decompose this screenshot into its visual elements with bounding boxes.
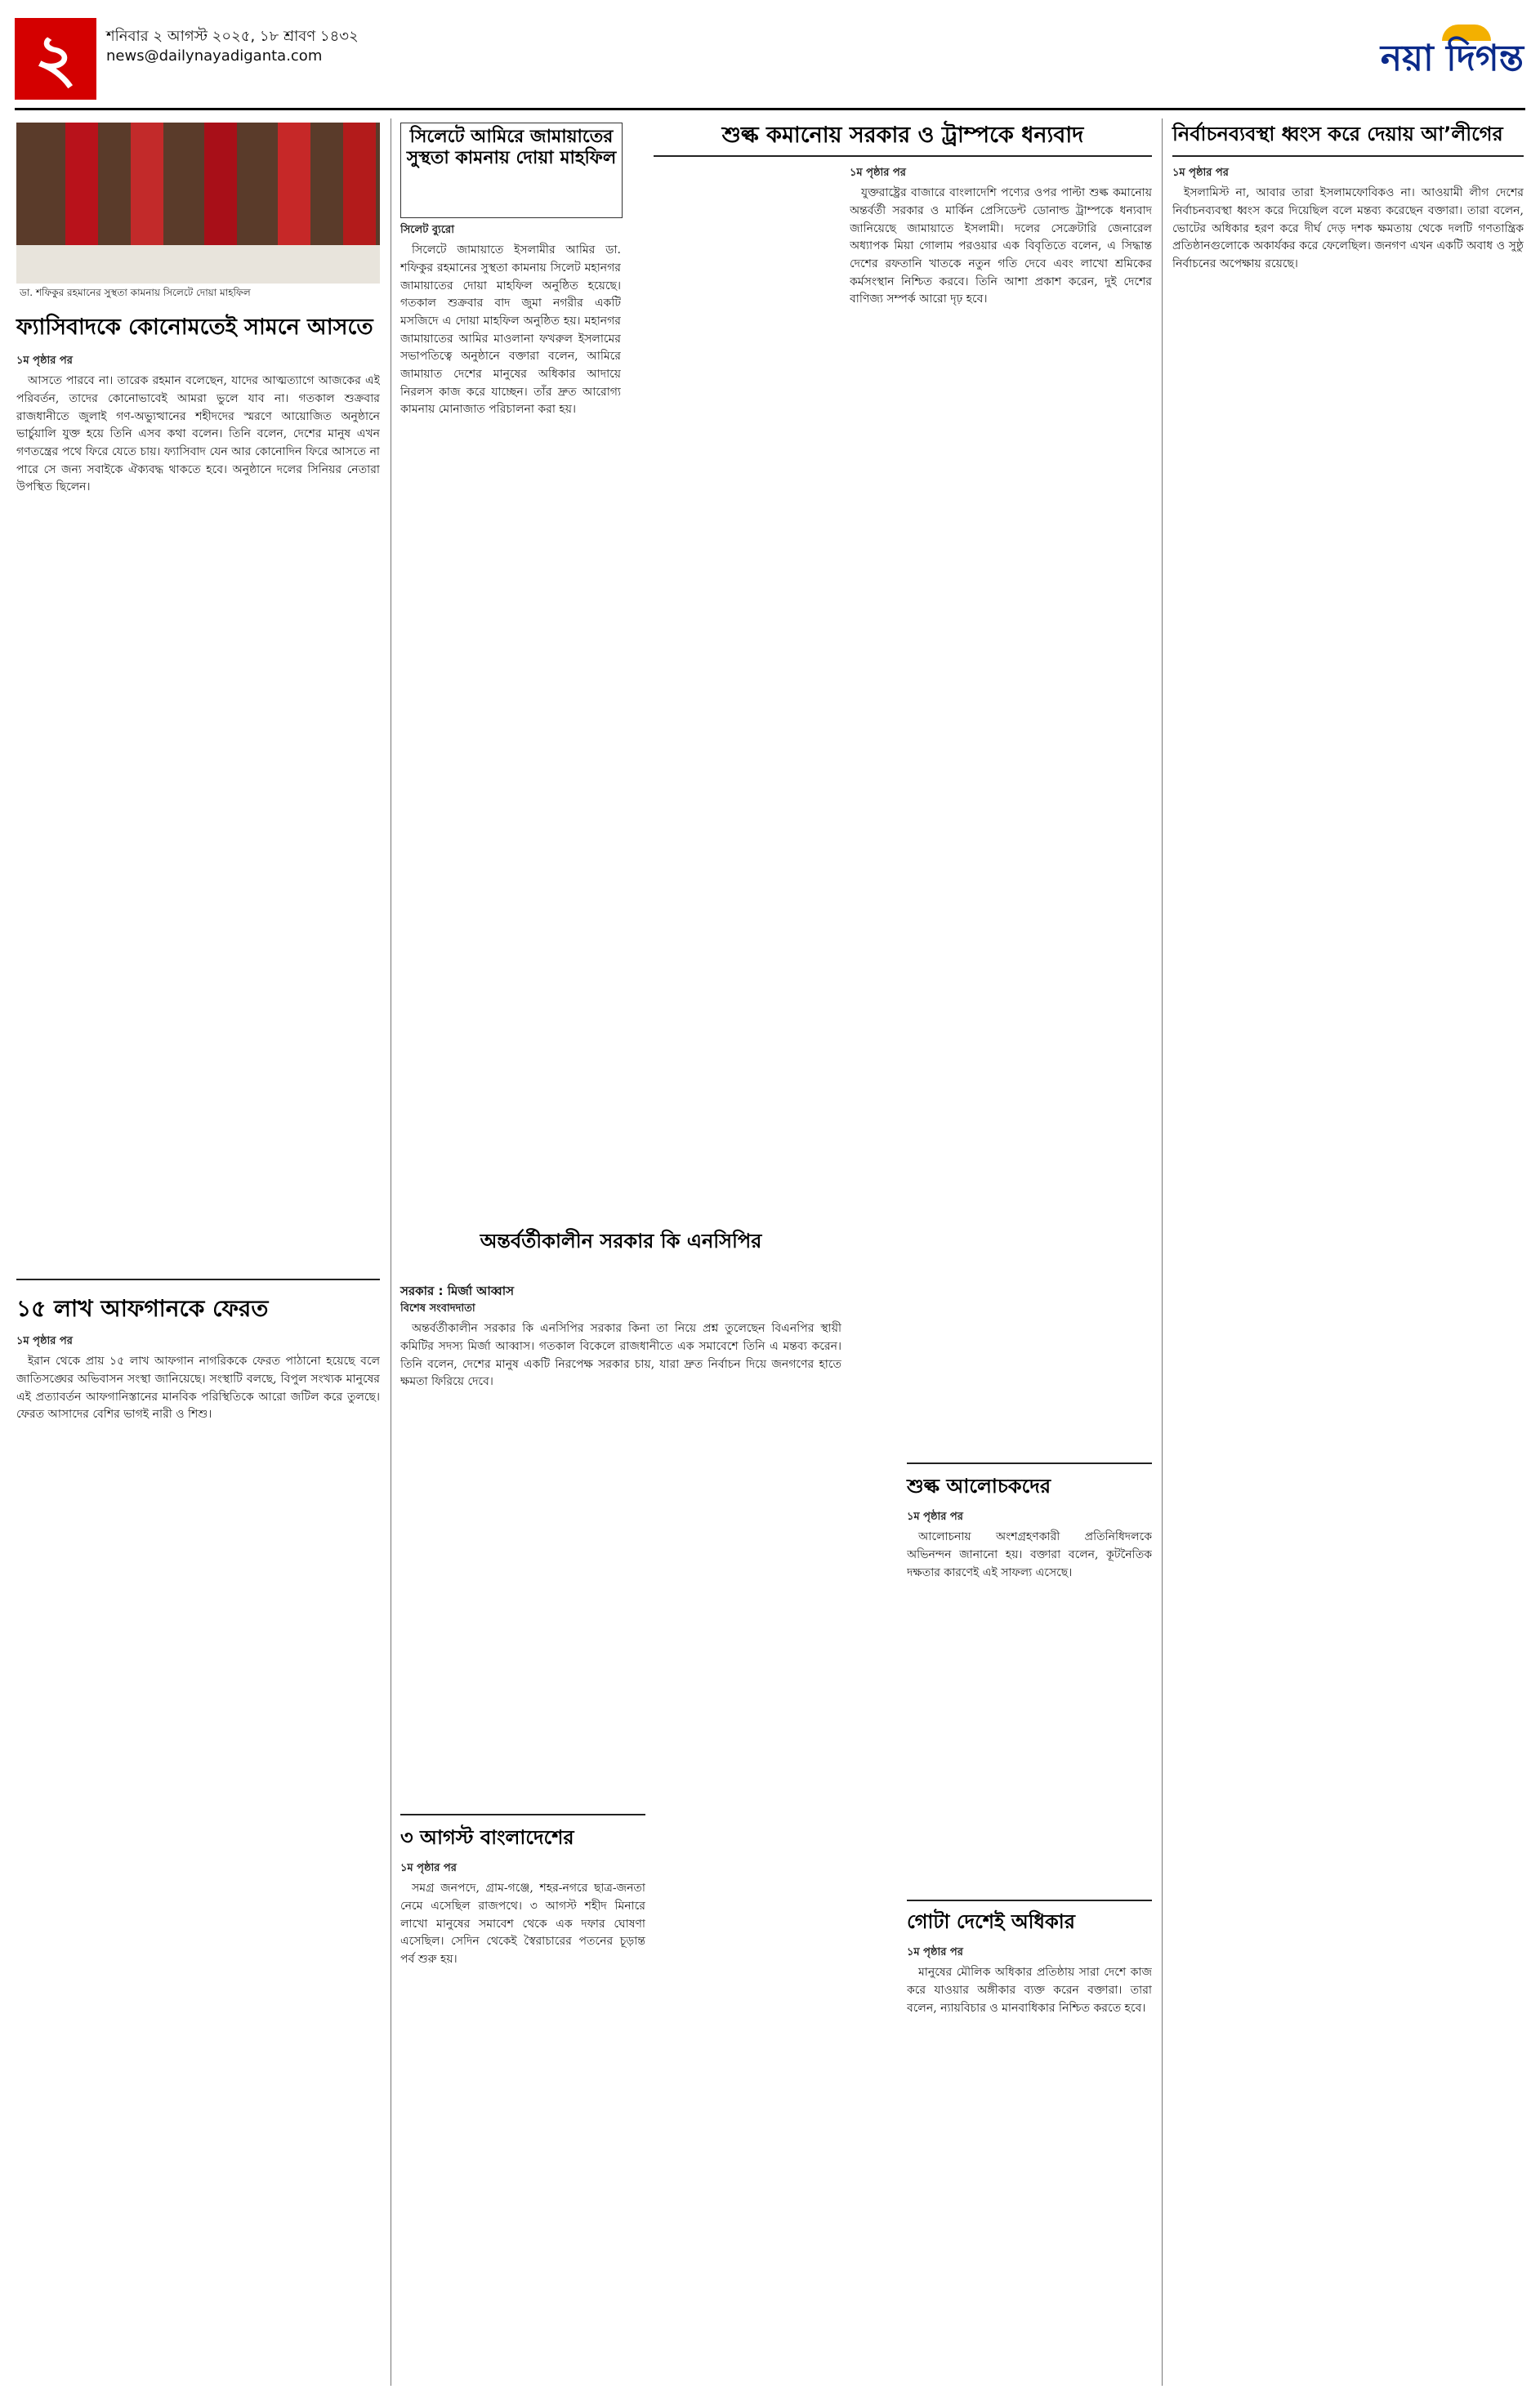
subheadline-interim: সরকার : মির্জা আব্বাস <box>400 1284 515 1298</box>
section-rule <box>654 155 1152 157</box>
page-date: শনিবার ২ আগস্ট ২০২৫, ১৮ শ্রাবণ ১৪৩২ <box>106 28 359 45</box>
jump-line: ১ম পৃষ্ঠার পর <box>16 355 73 367</box>
article-text: সিলেটে জামায়াতে ইসলামীর আমির ডা. শফিকুর রহমানের সুস্থতা কামনায় সিলেট মহানগর জামায়াতের দোয়া মাহফিল অনুষ্ঠিত হয়েছে। গতকাল শুক্রবার বাদ জুমা নগরীর একটি মসজিদে এ দোয়া মাহফিল অনুষ্ঠিত হয়। মহানগর জামায়াতের আমির মাওলানা ফখরুল ইসলামের সভাপতিত্বে অনুষ্ঠানে বক্তারা বলেন, আমিরে জামায়াত দেশের মানুষের অধিকার আদায়ে নিরলস কাজ করে যাচ্ছেন। তাঁর দ্রুত আরোগ্য কামনায় মোনাজাত পরিচালনা করা হয়। <box>400 243 621 417</box>
headline-aug3: ৩ আগস্ট বাংলাদেশের <box>400 1826 574 1849</box>
jump-line: ১ম পৃষ্ঠার পর <box>850 167 906 179</box>
article-election <box>1172 163 1524 2378</box>
news-photo <box>16 123 380 306</box>
article-text: আসতে পারবে না। তারেক রহমান বলেছেন, যাদের আত্মত্যাগে আজকের এই পরিবর্তন, তাদের কোনোভাবেই আমরা ভুলে যাব না। গতকাল শুক্রবার রাজধানীতে জুলাই গণ-অভ্যুত্থানের শহীদদের স্মরণে আয়োজিত অনুষ্ঠানে ভার্চুয়ালি যুক্ত হয়ে তিনি এসব কথা বলেন। তিনি বলেন, দেশের মানুষ এখন গণতন্ত্রের পথে ফিরে যেতে চায়। ফ্যাসিবাদ যেন আর কোনোদিন ফিরে আসতে না পারে সে জন্য সবাইকে ঐক্যবদ্ধ থাকতে হবে। অনুষ্ঠানে দলের সিনিয়র নেতারা উপস্থিত ছিলেন। <box>16 374 380 494</box>
article-fascism <box>16 351 380 1258</box>
article-text: ইরান থেকে প্রায় ১৫ লাখ আফগান নাগরিককে ফেরত পাঠানো হয়েছে বলে জাতিসঙ্ঘের অভিবাসন সংস্থা জানিয়েছে। সংস্থাটি বলছে, বিপুল সংখ্যক মানুষের এই প্রত্যাবর্তন আফগানিস্তানের মানবিক পরিস্থিতিকে আরো জটিল করে তুলছে। ফেরত আসাদের বেশির ভাগই নারী ও শিশু। <box>16 1355 380 1422</box>
article-thanks-continued <box>654 1389 899 2378</box>
headline-fascism: ফ্যাসিবাদকে কোনোমতেই সামনে আসতে <box>16 315 373 340</box>
article-text: ইসলামিস্ট না, আবার তারা ইসলামফোবিকও না। আওয়ামী লীগ দেশের নির্বাচনব্যবস্থা ধ্বংস করে দিয়েছিল বলে মন্তব্য করেছেন বক্তারা। তারা বলেন, ভোটের অধিকার হরণ করে দীর্ঘ দেড় দশক ক্ষমতায় থেকে দলটি গণতান্ত্রিক প্রতিষ্ঠানগুলোকে অকার্যকর করে ফেলেছিল। জনগণ এখন একটি অবাধ ও সুষ্ঠু নির্বাচনের অপেক্ষায় রয়েছে। <box>1172 186 1524 270</box>
website-email[interactable]: news@dailynayadiganta.com <box>106 47 323 65</box>
page-number: ২ <box>15 18 96 100</box>
headline-box <box>400 123 623 218</box>
source-line: বিশেষ সংবাদদাতা <box>400 1302 475 1315</box>
jump-line: ১ম পৃষ্ঠার পর <box>907 1511 963 1523</box>
headline-sylhet: সিলেটে আমিরে জামায়াতের সুস্থতা কামনায় দোয়া মাহফিল <box>406 127 617 169</box>
section-rule <box>907 1462 1152 1464</box>
article-afghan <box>16 1332 380 2378</box>
section-rule <box>16 1279 380 1280</box>
article-sylhet-continued <box>629 123 841 1373</box>
article-aug3 <box>400 1859 645 2382</box>
article-critics <box>907 1507 1152 1891</box>
masthead-rule <box>15 108 1525 110</box>
section-rule <box>1172 155 1524 157</box>
headline-rights: গোটা দেশেই অধিকার <box>907 1910 1075 1933</box>
article-text: সমগ্র জনপদে, গ্রাম-গঞ্জে, শহর-নগরে ছাত্র-জনতা নেমে এসেছিল রাজপথে। ৩ আগস্ট শহীদ মিনারে লাখো মানুষের সমাবেশ থেকে এক দফার ঘোষণা এসেছিল। সেদিন থেকেই স্বৈরাচারের পতনের চূড়ান্ত পর্ব শুরু হয়। <box>400 1882 645 1966</box>
jump-line: ১ম পৃষ্ঠার পর <box>400 1862 457 1874</box>
headline-thanks: শুল্ক কমানোয় সরকার ও ট্রাম্পকে ধন্যবাদ <box>721 123 1084 148</box>
article-text: মানুষের মৌলিক অধিকার প্রতিষ্ঠায় সারা দেশে কাজ করে যাওয়ার অঙ্গীকার ব্যক্ত করেন বক্তারা। তারা বলেন, ন্যায়বিচার ও মানবাধিকার নিশ্চিত করতে হবে। <box>907 1966 1152 2015</box>
section-rule <box>400 1814 645 1815</box>
column-divider <box>1162 118 1163 2386</box>
article-rights <box>907 1943 1152 2376</box>
jump-line: ১ম পৃষ্ঠার পর <box>16 1335 73 1347</box>
photo-caption: ডা. শফিকুর রহমানের সুস্থতা কামনায় সিলেটে দোয়া মাহফিল <box>16 284 380 306</box>
jump-line: ১ম পৃষ্ঠার পর <box>1172 167 1229 179</box>
headline-afghan: ১৫ লাখ আফগানকে ফেরত <box>16 1295 269 1322</box>
article-text: অন্তর্বর্তীকালীন সরকার কি এনসিপির সরকার কিনা তা নিয়ে প্রশ্ন তুলেছেন বিএনপির স্থায়ী কমিটির সদস্য মির্জা আব্বাস। গতকাল বিকেলে রাজধানীতে এক সমাবেশে তিনি এ মন্তব্য করেন। তিনি বলেন, দেশের মানুষ একটি নিরপেক্ষ সরকার চায়, যারা দ্রুত নির্বাচন দিয়ে জনগণের হাতে ক্ষমতা ফিরিয়ে দেবে। <box>400 1322 841 1389</box>
article-text: যুক্তরাষ্ট্রের বাজারে বাংলাদেশি পণ্যের ওপর পাল্টা শুল্ক কমানোয় অন্তর্বর্তী সরকার ও মার্কিন প্রেসিডেন্ট ডোনাল্ড ট্রাম্পকে ধন্যবাদ জানিয়েছে জামায়াতে ইসলামী। দলের সেক্রেটারি জেনারেল অধ্যাপক মিয়া গোলাম পরওয়ার এক বিবৃতিতে বলেন, এ সিদ্ধান্ত দেশের রফতানি খাতকে নতুন গতি দেবে এবং লাখো শ্রমিকের কর্মসংস্থান নিশ্চিত করবে। তিনি আশা প্রকাশ করেন, দুই দেশের বাণিজ্য সম্পর্ক আরো দৃঢ় হবে। <box>850 186 1152 306</box>
article-sylhet <box>400 221 621 1373</box>
headline-interim: অন্তর্বর্তীকালীন সরকার কি এনসিপির <box>480 1230 762 1253</box>
article-thanks <box>850 163 1152 1422</box>
newspaper-logo: নয়া দিগন্ত <box>1380 38 1524 79</box>
source-line: সিলেট ব্যুরো <box>400 224 454 236</box>
headline-election: নির্বাচনব্যবস্থা ধ্বংস করে দেয়ায় আ’লীগের <box>1172 123 1503 145</box>
article-text: আলোচনায় অংশগ্রহণকারী প্রতিনিধিদলকে অভিনন্দন জানানো হয়। বক্তারা বলেন, কূটনৈতিক দক্ষতার কারণেই এই সাফল্য এসেছে। <box>907 1530 1152 1579</box>
headline-critics: শুল্ক আলোচকদের <box>907 1475 1051 1498</box>
section-rule <box>907 1900 1152 1901</box>
jump-line: ১ম পৃষ্ঠার পর <box>907 1946 963 1958</box>
